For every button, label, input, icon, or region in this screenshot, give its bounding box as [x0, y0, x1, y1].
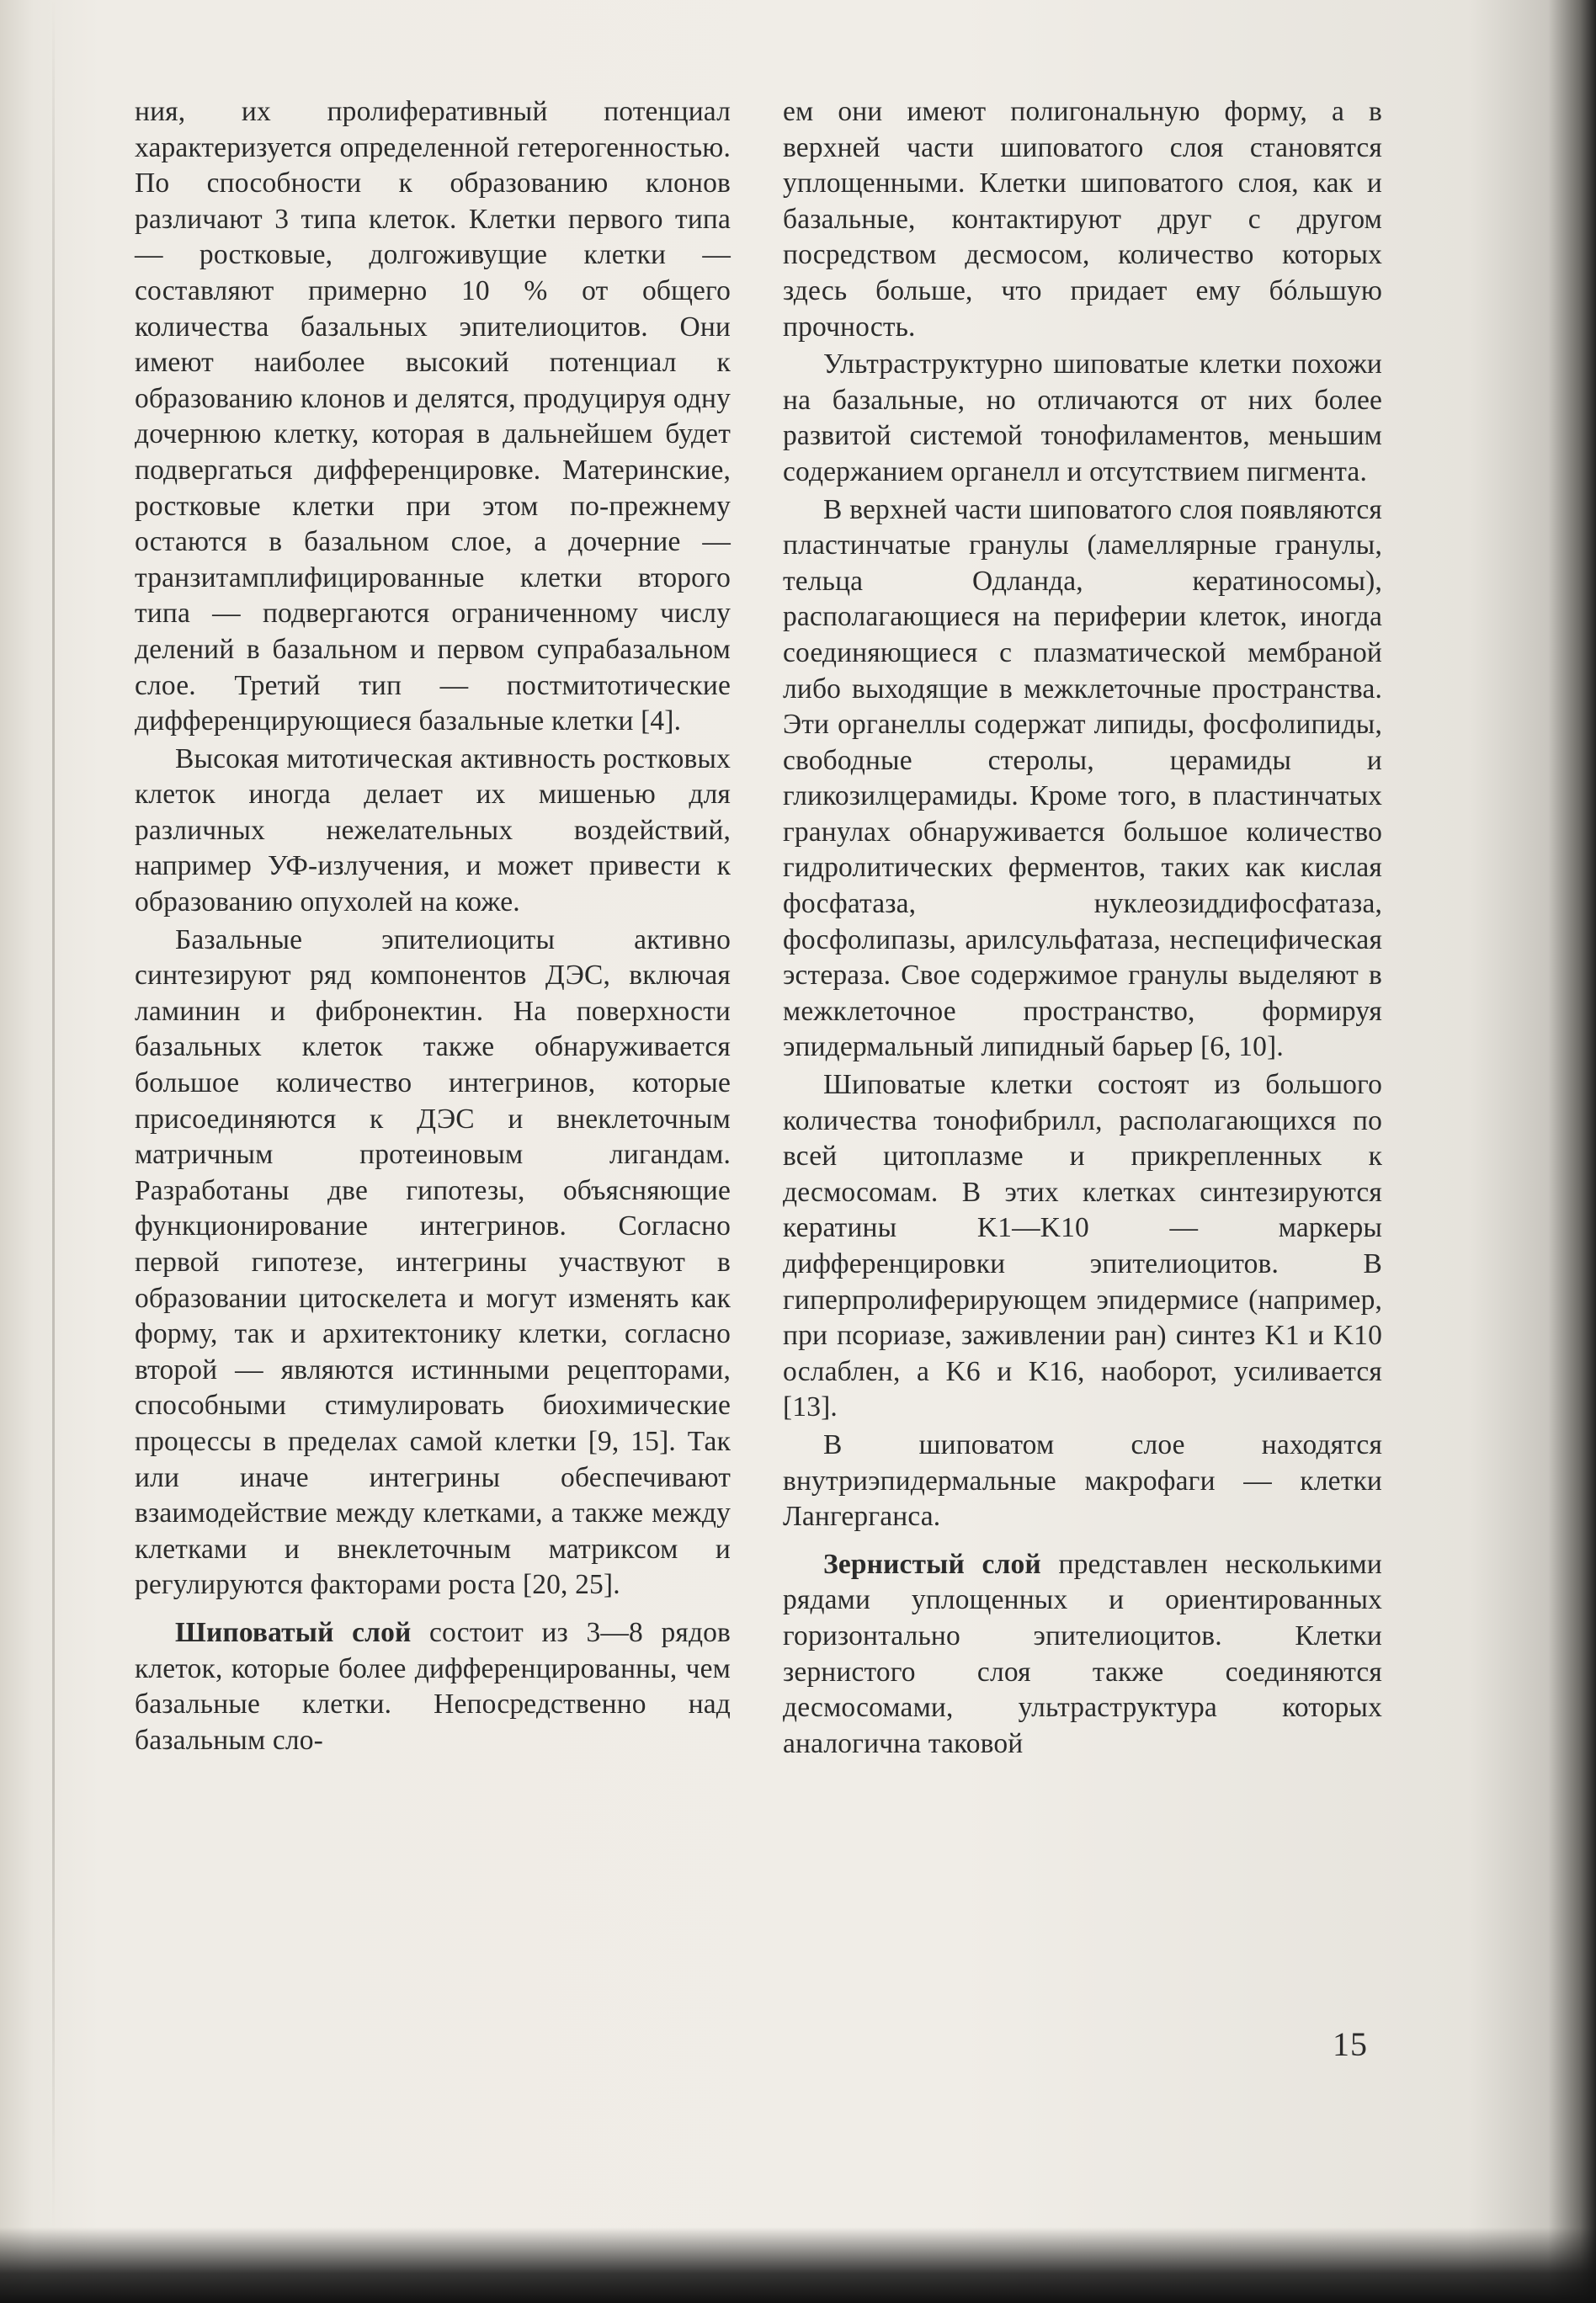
- right-paragraph-5: В шиповатом слое находятся внутриэпидермальные макрофаги — клетки Лангерганса.: [783, 1428, 1382, 1533]
- left-paragraph-1: ния, их пролиферативный потенциал характеризуется определенной гетерогенностью. По способности к образованию клонов различают 3 типа клеток. Клетки первого типа — ростковые, долгоживущие клетки — составляют примерно 10 % от общего количества базальных эпителиоцитов. Они имеют наиболее высокий потенциал к образованию клонов и делятся, продуцируя одну дочернюю клетку, которая в дальнейшем будет подвергаться дифференцировке. Материнские, ростковые клетки при этом по-прежнему остаются в базальном слое, а дочерние — транзитамплифицированные клетки второго типа — подвергаются ограниченному числу делений в базальном и первом супрабазальном слое. Третий тип — постмитотические дифференцирующиеся базальные клетки [4].: [135, 96, 731, 737]
- right-paragraph-3: В верхней части шиповатого слоя появляются пластинчатые гранулы (ламеллярные гранулы, тельца Одланда, кератиносомы), располагающиеся на периферии клеток, иногда соединяющиеся с плазматической мембраной либо выходящие в межклеточные пространства. Эти органеллы содержат липиды, фосфолипиды, свободные стеролы, церамиды и гликозилцерамиды. Кроме того, в пластинчатых гранулах обнаруживается большое количество гидролитических ферментов, таких как кислая фосфатаза, нуклеозиддифосфатаза, фосфолипазы, арилсульфатаза, неспецифическая эстераза. Свое содержимое гранулы выделяют в межклеточное пространство, формируя эпидермальный липидный барьер [6, 10].: [783, 493, 1382, 1063]
- right-paragraph-4: Шиповатые клетки состоят из большого количества тонофибрилл, располагающихся по всей цитоплазме и прикрепленных к десмосомам. В этих клетках синтезируются кератины K1—K10 — маркеры дифференцировки эпителиоцитов. В гиперпролиферирующем эпидермисе (например, при псориазе, заживлении ран) синтез K1 и K10 ослаблен, а K6 и K16, наоборот, усиливается [13].: [783, 1069, 1382, 1423]
- right-paragraph-1: ем они имеют полигональную форму, а в верхней части шиповатого слоя становятся уплощенными. Клетки шиповатого слоя, как и базальные, контактируют друг с другом посредством десмосом, количество которых здесь больше, что придает ему бóльшую прочность.: [783, 96, 1382, 343]
- left-paragraph-4: [135, 1615, 731, 1758]
- left-paragraph-3: Базальные эпителиоциты активно синтезируют ряд компонентов ДЭС, включая ламинин и фибронектин. На поверхности базальных клеток также обнаруживается большое количество интегринов, которые присоединяются к ДЭС и внеклеточным матричным протеиновым лигандам. Разработаны две гипотезы, объясняющие функционирование интегринов. Согласно первой гипотезе, интегрины участвуют в образовании цитоскелета и могут изменять как форму, так и архитектонику клетки, согласно второй — являются истинными рецепторами, способными стимулировать биохимические процессы в пределах самой клетки [9, 15]. Так или иначе интегрины обеспечивают взаимодействие между клетками, а также между клетками и внеклеточным матриксом и регулируются факторами роста [20, 25].: [135, 923, 731, 1601]
- section-heading-spinous-layer: Шиповатый слой: [175, 1616, 412, 1648]
- left-paragraph-4-text: состоит из 3—8 рядов клеток, которые более дифференцированны, чем базальные клетки. Непосредственно над базальным сло-: [135, 1616, 732, 1756]
- page-number: 15: [1333, 2025, 1368, 2063]
- right-paragraph-2: Ультраструктурно шиповатые клетки похожи на базальные, но отличаются от них более развитой системой тонофиламентов, меньшим содержанием органелл и отсутствием пигмента.: [783, 348, 1382, 487]
- right-paragraph-6: [783, 1547, 1382, 1763]
- left-paragraph-2: Высокая митотическая активность ростковых клеток иногда делает их мишенью для различных нежелательных воздействий, например УФ-излучения, и может привести к образованию опухолей на коже.: [135, 742, 731, 918]
- binding-shadow: [52, 0, 55, 2231]
- section-heading-granular-layer: Зернистый слой: [823, 1548, 1041, 1580]
- right-paragraph-6-text: представлен несколькими рядами уплощенных и ориентированных горизонтально эпителиоцитов. Клетки зернистого слоя также соединяются десмосомами, ультраструктура которых аналогична таковой: [783, 1548, 1382, 1759]
- right-column: [783, 94, 1382, 1763]
- bottom-scan-shadow: [0, 2227, 1596, 2303]
- left-column: [135, 94, 731, 1760]
